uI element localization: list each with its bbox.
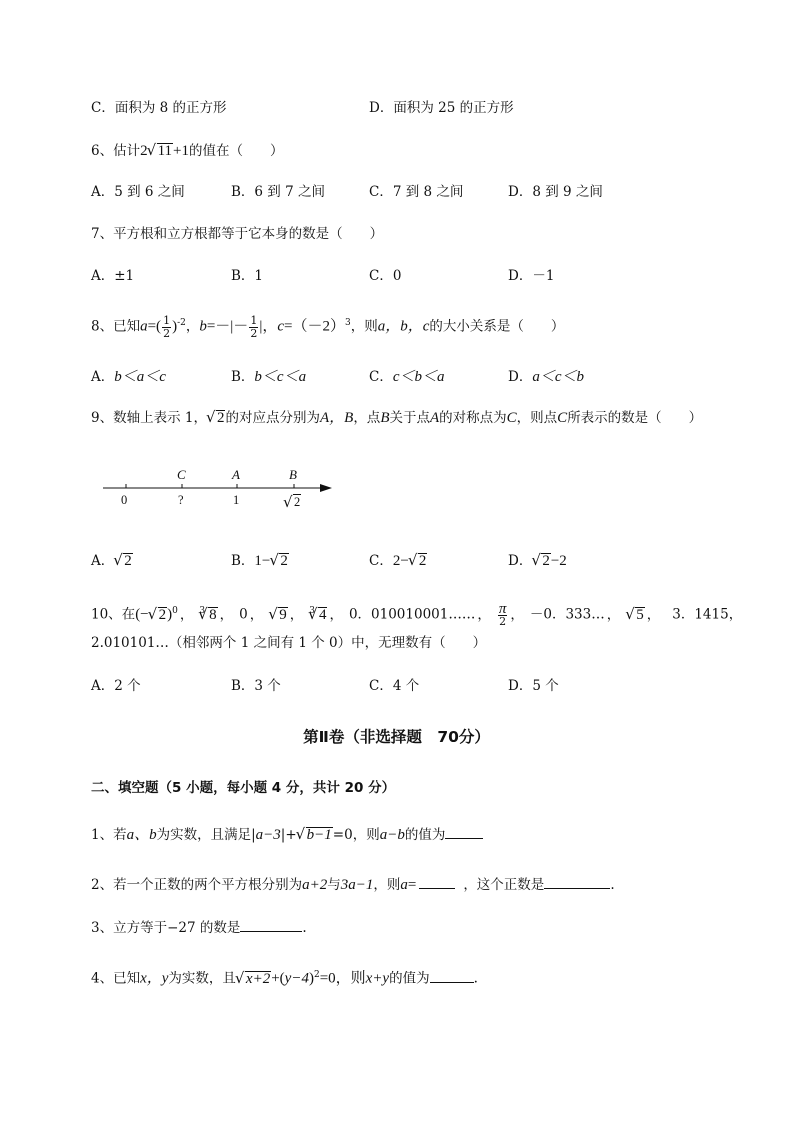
question-7-stem: 7、平方根和立方根都等于它本身的数是（ ） <box>91 226 384 242</box>
question-9-stem: 9、数轴上表示 1，√ 2的对应点分别为A，B，点B关于点A的对称点为C，则点C所表示的数是（ ） <box>91 409 702 427</box>
question-8-stem: 8、已知a=( $\frac{1}{2}$ )$^{-2}$，b=－|－ $\frac{1}{2}$ |，$c=(-2)^3$，则a，b，c的大小关系是（ ） <box>91 313 565 340</box>
answer-blank[interactable] <box>544 875 610 889</box>
fraction: $\frac{1}{2}$ <box>163 313 171 340</box>
number-line-figure <box>100 463 340 523</box>
axis-point-c-label: C <box>177 467 186 482</box>
question-6-stem: 6、估计2√ 11+1的值在（ ） <box>91 142 284 160</box>
q5-option-c: C．面积为 8 的正方形 <box>91 100 227 116</box>
q10-option-a: A．2 个 <box>91 678 141 694</box>
answer-blank[interactable] <box>445 825 483 839</box>
q6-option-d: D．8 到 9 之间 <box>508 184 603 200</box>
axis-point-b-label: B <box>289 467 297 482</box>
axis-point-a-label: A <box>232 467 240 482</box>
part-2-title: 第Ⅱ卷（非选择题 70分） <box>303 728 490 746</box>
axis-tick-1-label: 1 <box>233 493 240 507</box>
fill-question-2: 2、若一个正数的两个平方根分别为a+2与3a−1，则a= ，这个正数是 . <box>91 877 615 893</box>
q6-option-a: A．5 到 6 之间 <box>91 184 185 200</box>
fill-question-1: 1、若a、b为实数，且满足|a−3|+√ b−1=0，则a−b的值为 <box>91 825 483 844</box>
number-line-axis <box>100 463 340 523</box>
question-10-stem-line-2: 2.010101…（相邻两个 1 之间有 1 个 0）中，无理数有（ ） <box>91 635 487 651</box>
fill-question-4: 4、已知x，y为实数，且√ $x+2+(y-4)^2=0$，则x+y的值为 . <box>91 966 478 988</box>
q9-option-c: C．2−√ 2 <box>369 552 427 570</box>
q10-option-b: B．3 个 <box>231 678 281 694</box>
fill-in-section-heading: 二、填空题（5 小题，每小题 4 分，共计 20 分） <box>91 780 396 796</box>
axis-tick-question-label: ? <box>178 493 184 507</box>
fraction: $\frac{1}{2}$ <box>250 313 258 340</box>
q10-option-c: C．4 个 <box>369 678 420 694</box>
q8-option-a: A．b＜a＜c <box>91 369 166 385</box>
fill-question-3: 3、立方等于−27 的数是 . <box>91 920 307 936</box>
answer-blank[interactable] <box>430 969 474 983</box>
q7-option-b: B．1 <box>231 268 264 284</box>
q5-option-d: D．面积为 25 的正方形 <box>369 100 514 116</box>
q8-option-b: B．b＜c＜a <box>231 369 307 385</box>
q8-option-d: D．a＜c＜b <box>508 369 584 385</box>
q9-option-a: A．√ 2 <box>91 552 133 570</box>
q9-option-b: B．1−√ 2 <box>231 552 289 570</box>
sqrt-symbol: √ 2 <box>208 409 226 427</box>
answer-blank[interactable] <box>419 875 455 889</box>
sqrt-symbol: √ 11 <box>149 142 173 160</box>
q7-option-c: C．0 <box>369 268 402 284</box>
question-10-stem-line-1: 10、在(−√ 2)$^0$ ， $^3$√ 8 ， 0 ，√ 9 ， $^3$√ 4 ， 0．010010001…… ， $\frac{\pi}{2}$ ， －0．333… ，√ 5 ， 3．1415， <box>91 602 742 628</box>
q7-option-a: A．±1 <box>91 268 135 284</box>
q6-option-c: C．7 到 8 之间 <box>369 184 464 200</box>
q8-option-c: C．c＜b＜a <box>369 369 445 385</box>
q10-option-d: D．5 个 <box>508 678 559 694</box>
q9-option-d: D．√ 2−2 <box>508 552 567 570</box>
q7-option-d: D．－1 <box>508 268 555 284</box>
q6-option-b: B．6 到 7 之间 <box>231 184 325 200</box>
axis-tick-0-label: 0 <box>121 493 128 507</box>
axis-tick-sqrt2-label: √ 2 <box>284 494 301 510</box>
arrow-icon <box>320 484 332 492</box>
answer-blank[interactable] <box>240 918 302 932</box>
